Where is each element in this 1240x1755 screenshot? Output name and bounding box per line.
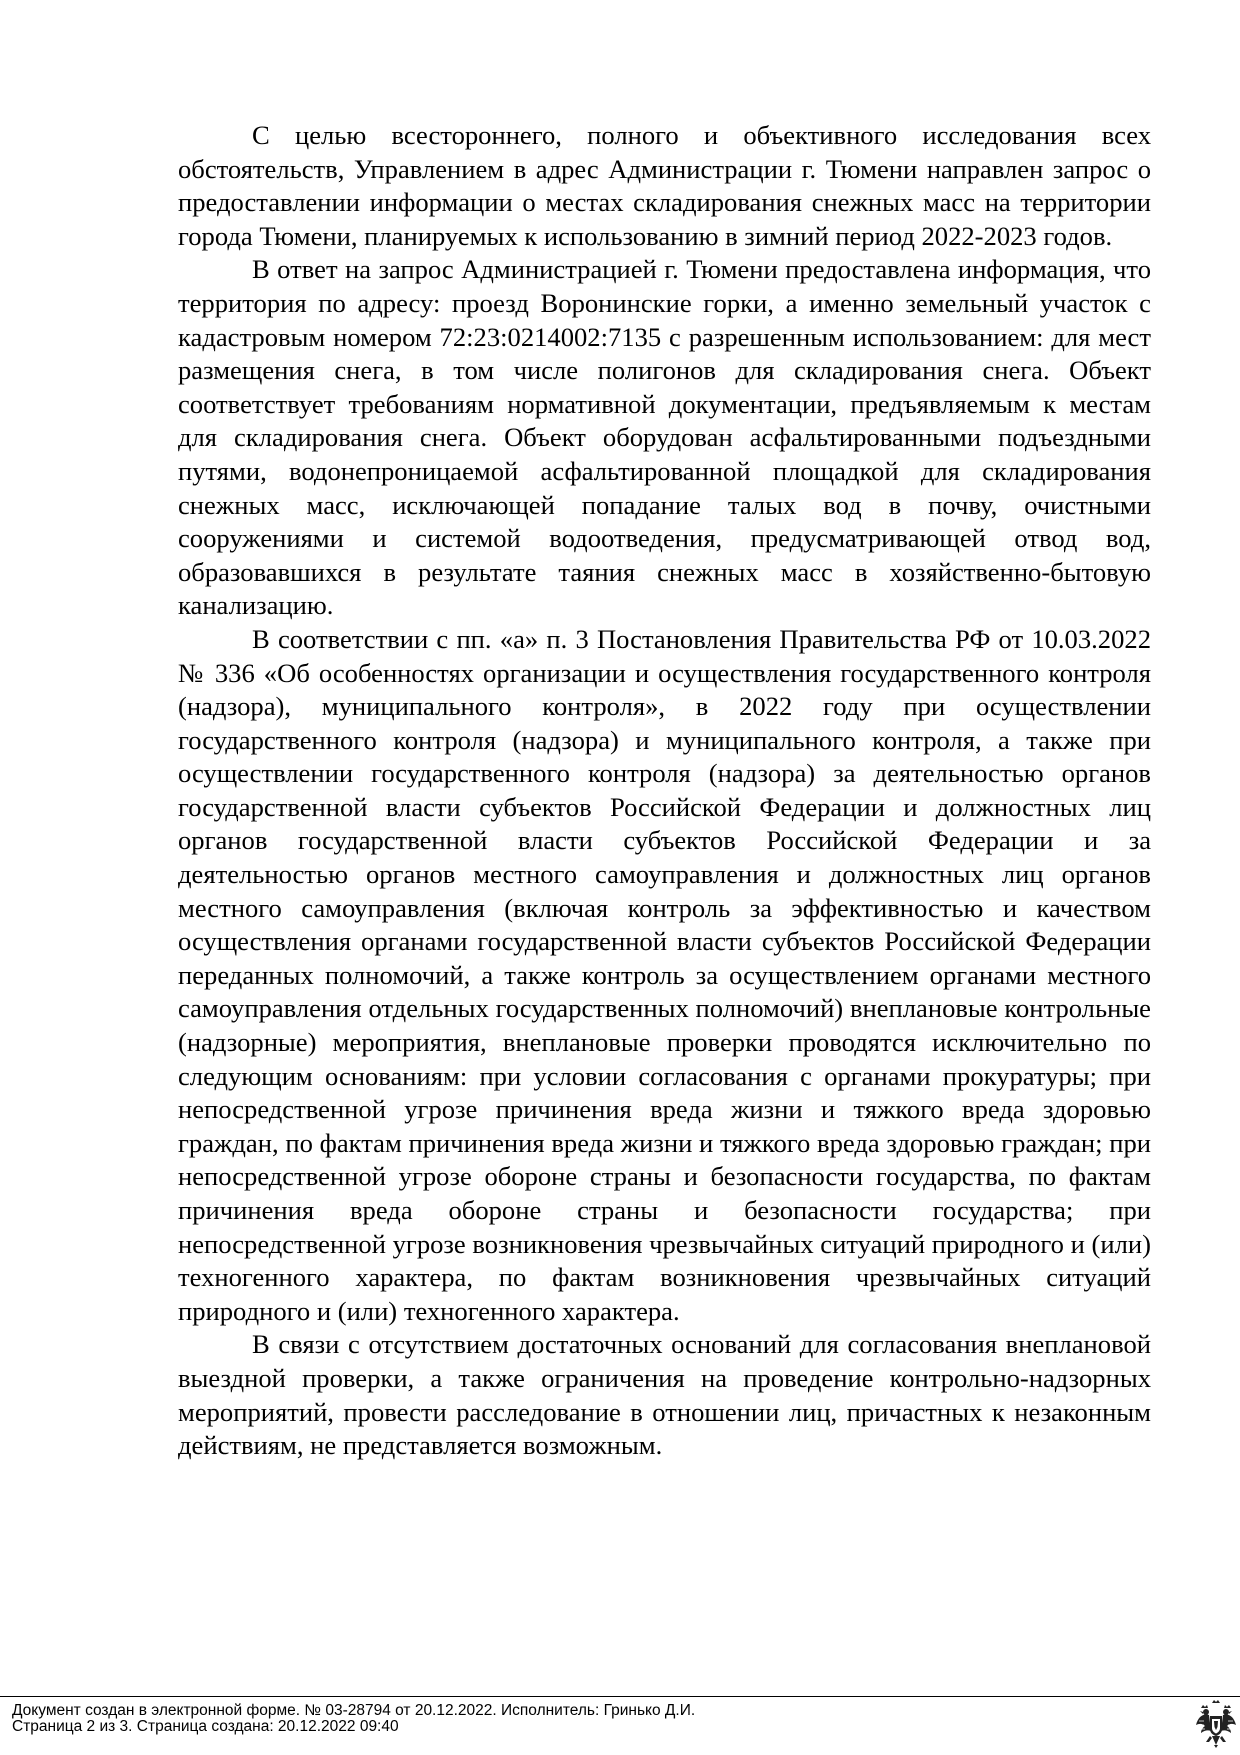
footer-divider xyxy=(0,1696,1240,1697)
document-body xyxy=(178,119,1151,1463)
paragraph-administration-response: В ответ на запрос Администрацией г. Тюмени предоставлена информация, что территория по адресу: проезд Воронинские горки, а именно земельный участок с кадастровым номером 72:23:0214002:7135 с разрешенным использованием: для мест размещения снега, в том числе полигонов для складирования снега. Объект соответствует требованиям нормативной документации, предъявляемым к местам для складирования снега. Объект оборудован асфальтированными подъездными путями, водонепроницаемой асфальтированной площадкой для складирования снежных масс, исключающей попадание талых вод в почву, очистными сооружениями и системой водоотведения, предусматривающей отвод вод, образовавшихся в результате таяния снежных масс в хозяйственно-бытовую канализацию. xyxy=(178,254,1151,621)
footer xyxy=(12,1703,695,1735)
paragraph-government-decree: В соответствии с пп. «а» п. 3 Постановления Правительства РФ от 10.03.2022 № 336 «Об особенностях организации и осуществления государственного контроля (надзора), муниципального контроля», в 2022 году при осуществлении государственного контроля (надзора) и муниципального контроля, а также при осуществлении государственного контроля (надзора) за деятельностью органов государственной власти субъектов Российской Федерации и должностных лиц органов государственной власти субъектов Российской Федерации и за деятельностью органов местного самоуправления и должностных лиц органов местного самоуправления (включая контроль за эффективностью и качеством осуществления органами государственной власти субъектов Российской Федерации переданных полномочий, а также контроль за осуществлением органами местного самоуправления отдельных государственных полномочий) внеплановые контрольные (надзорные) мероприятия, внеплановые проверки проводятся исключительно по следующим основаниям: при условии согласования с органами прокуратуры; при непосредственной угрозе причинения вреда жизни и тяжкого вреда здоровью граждан, по фактам причинения вреда жизни и тяжкого вреда здоровью граждан; при непосредственной угрозе обороне страны и безопасности государства, по фактам причинения вреда обороне страны и безопасности государства; при непосредственной угрозе возникновения чрезвычайных ситуаций природного и (или) техногенного характера, по фактам возникновения чрезвычайных ситуаций природного и (или) техногенного характера. xyxy=(178,623,1151,1326)
paragraph-request-info: С целью всестороннего, полного и объективного исследования всех обстоятельств, Управлением в адрес Администрации г. Тюмени направлен запрос о предоставлении информации о местах складирования снежных масс на территории города Тюмени, планируемых к использованию в зимний период 2022-2023 годов. xyxy=(178,120,1151,251)
double-headed-eagle-emblem-icon xyxy=(1195,1699,1237,1749)
footer-page-info: Страница 2 из 3. Страница создана: 20.12.2022 09:40 xyxy=(12,1718,399,1735)
footer-document-info: Документ создан в электронной форме. № 03-28794 от 20.12.2022. Исполнитель: Гринько Д.И. xyxy=(12,1702,696,1719)
paragraph-conclusion: В связи с отсутствием достаточных оснований для согласования внеплановой выездной проверки, а также ограничения на проведение контрольно-надзорных мероприятий, провести расследование в отношении лиц, причастных к незаконным действиям, не представляется возможным. xyxy=(178,1329,1151,1461)
